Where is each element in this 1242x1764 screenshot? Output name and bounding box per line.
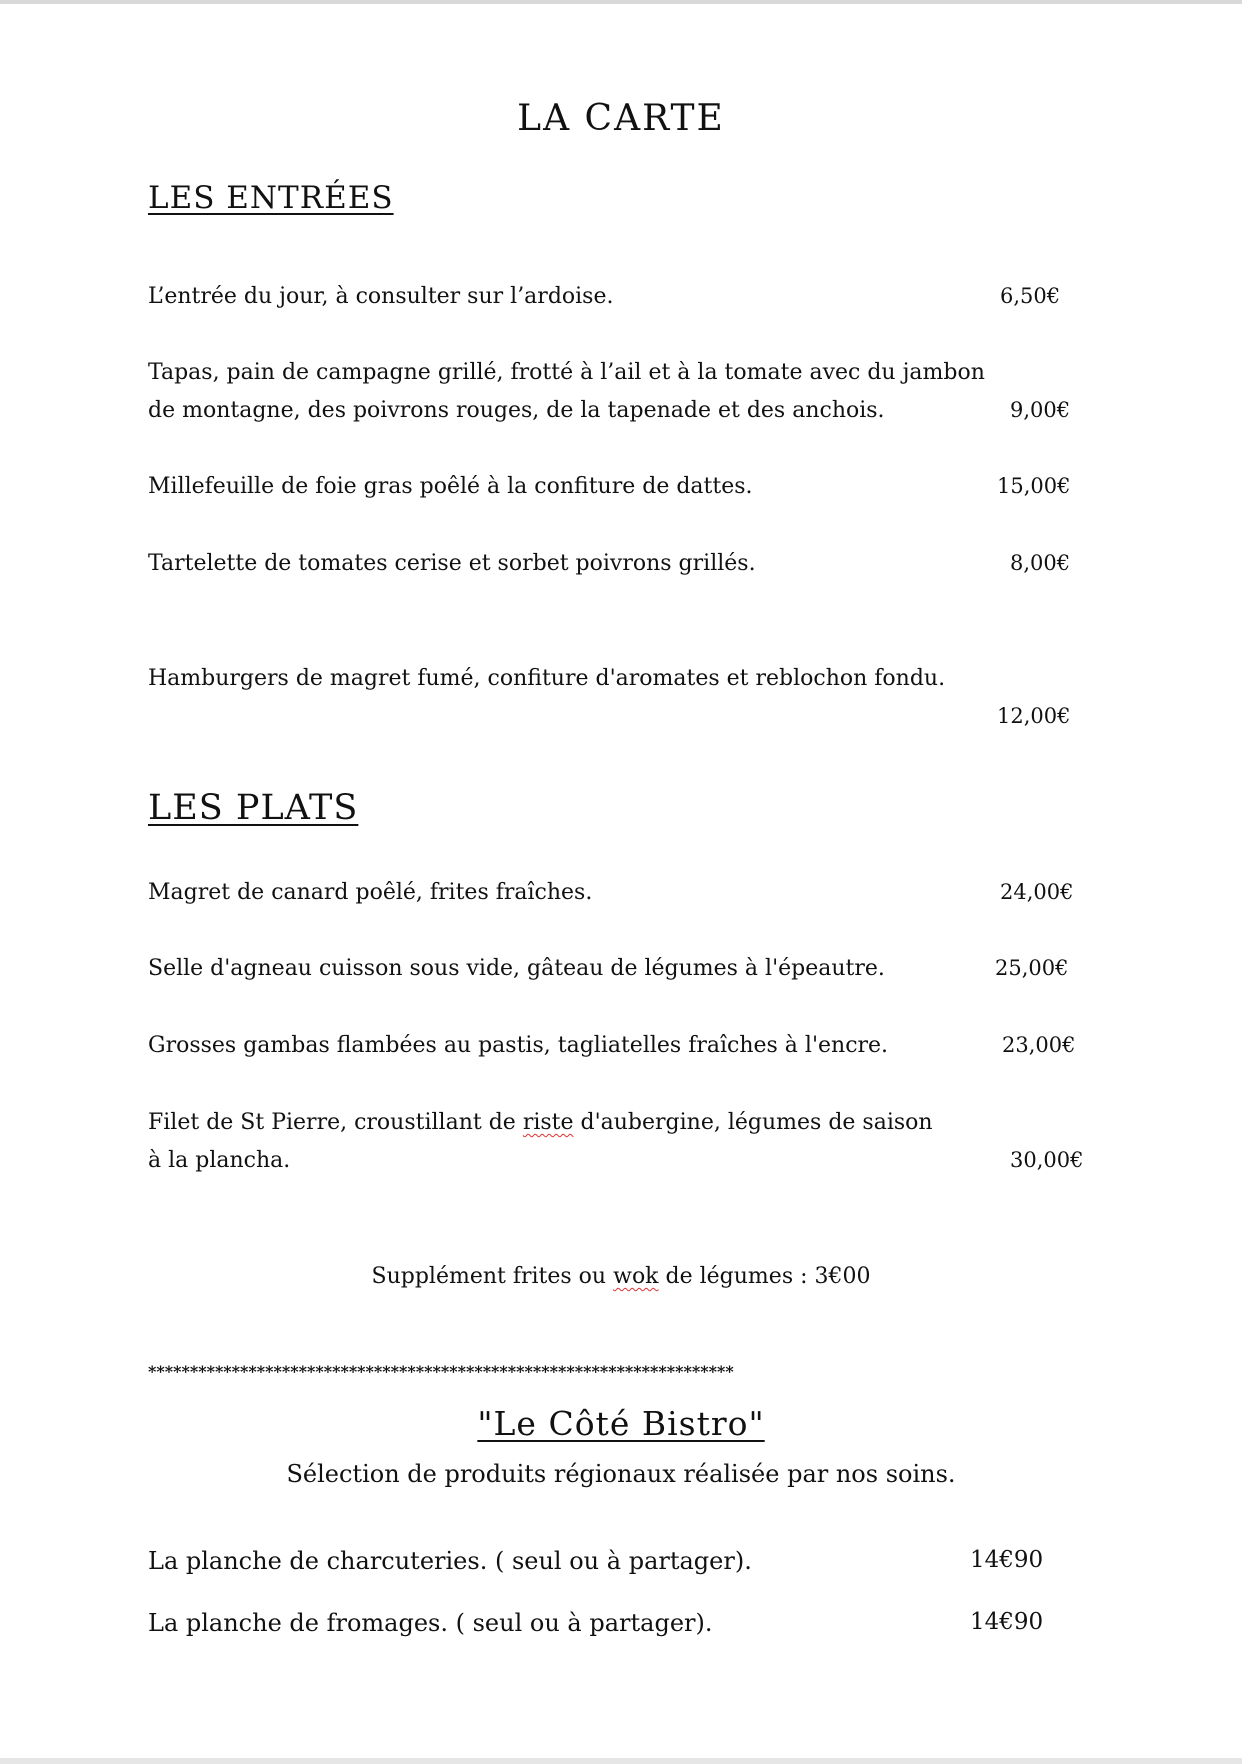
entree-item-2-line-2: de montagne, des poivrons rouges, de la tapenade et des anchois. xyxy=(148,398,885,423)
supplement-end: de légumes : 3€00 xyxy=(665,1264,871,1289)
plat-item-1-price: 24,00€ xyxy=(1000,880,1074,904)
entree-item-3-text: Millefeuille de foie gras poêlé à la confiture de dattes. xyxy=(148,474,753,499)
entree-item-2-price: 9,00€ xyxy=(1010,398,1071,422)
bistro-item-1-text: La planche de charcuteries. ( seul ou à partager). xyxy=(148,1547,752,1575)
plat-item-4-price: 30,00€ xyxy=(1010,1148,1084,1172)
supplement-misspelled-word: wok xyxy=(613,1264,659,1289)
plat-item-4-line-1-end: d'aubergine, légumes de saison xyxy=(580,1110,933,1135)
entree-item-4-text: Tartelette de tomates cerise et sorbet poivrons grillés. xyxy=(148,551,756,576)
plat-item-4-misspelled-word: riste xyxy=(522,1110,574,1135)
entree-item-1-text: L’entrée du jour, à consulter sur l’ardoise. xyxy=(148,284,614,309)
plat-item-3-price: 23,00€ xyxy=(1002,1033,1076,1057)
plat-item-2-price: 25,00€ xyxy=(995,956,1069,980)
menu-title: LA CARTE xyxy=(517,98,725,139)
entree-item-5-price: 12,00€ xyxy=(997,704,1071,728)
entree-item-1-price: 6,50€ xyxy=(1000,284,1061,308)
plat-item-4-line-2: à la plancha. xyxy=(148,1148,291,1173)
bistro-subtitle: Sélection de produits régionaux réalisée par nos soins. xyxy=(286,1460,956,1488)
supplement-start: Supplément frites ou xyxy=(371,1264,607,1289)
bistro-item-2-price: 14€90 xyxy=(970,1609,1044,1635)
star-separator: ********************************************************************** xyxy=(148,1362,734,1381)
page-bottom-edge xyxy=(0,1758,1242,1764)
plat-item-4-line-1 xyxy=(148,1110,933,1135)
section-heading-entrees: LES ENTRÉES xyxy=(148,180,394,216)
plat-item-1-text: Magret de canard poêlé, frites fraîches. xyxy=(148,880,593,905)
plat-item-2-text: Selle d'agneau cuisson sous vide, gâteau de légumes à l'épeautre. xyxy=(148,956,885,981)
entree-item-5-text: Hamburgers de magret fumé, confiture d'aromates et reblochon fondu. xyxy=(148,666,946,691)
entree-item-3-price: 15,00€ xyxy=(997,474,1071,498)
entree-item-4-price: 8,00€ xyxy=(1010,551,1071,575)
section-heading-plats: LES PLATS xyxy=(148,788,359,828)
plat-item-3-text: Grosses gambas flambées au pastis, tagliatelles fraîches à l'encre. xyxy=(148,1033,889,1058)
entree-item-2-line-1: Tapas, pain de campagne grillé, frotté à l’ail et à la tomate avec du jambon xyxy=(148,360,985,385)
page-top-edge xyxy=(0,0,1242,4)
bistro-item-2-text: La planche de fromages. ( seul ou à partager). xyxy=(148,1609,713,1637)
bistro-item-1-price: 14€90 xyxy=(970,1547,1044,1573)
bistro-title: "Le Côté Bistro" xyxy=(477,1404,765,1443)
plat-item-4-line-1-start: Filet de St Pierre, croustillant de xyxy=(148,1110,516,1135)
supplement-note xyxy=(0,1264,1242,1289)
